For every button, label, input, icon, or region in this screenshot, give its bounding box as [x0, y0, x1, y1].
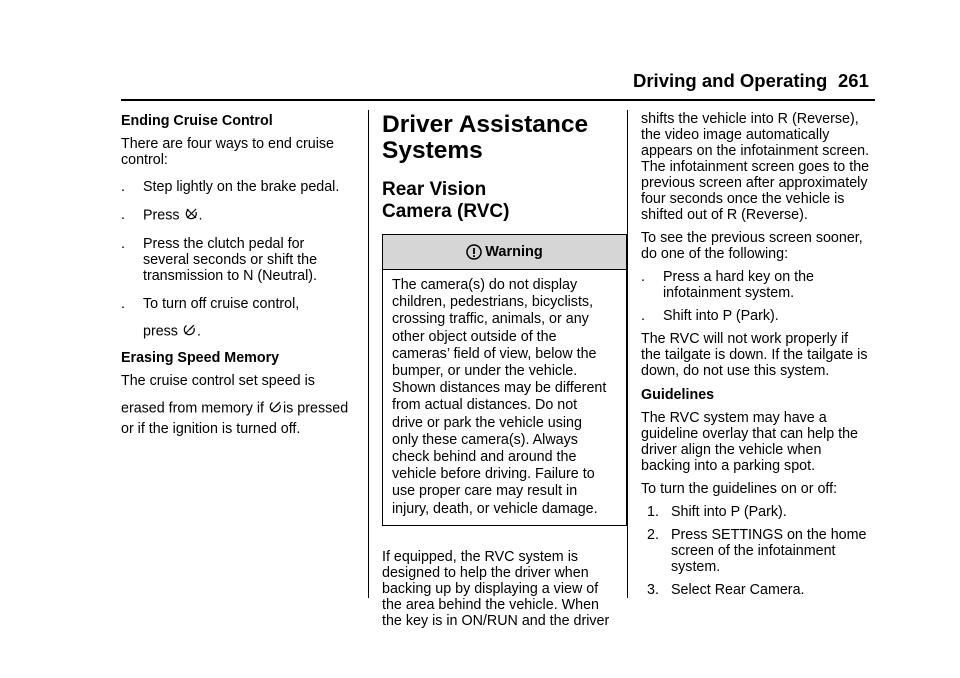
rvc-intro — [382, 549, 622, 629]
warning-line: children, pedestrians, bicyclists, — [392, 294, 594, 311]
section-title: Driving and Operating — [633, 70, 828, 91]
warning-line: drive or park the vehicle using — [392, 414, 582, 431]
warning-box — [382, 234, 627, 526]
list-item — [641, 527, 881, 575]
warning-line: Shown distances may be different — [392, 380, 607, 397]
bullet-text-end: . — [196, 323, 201, 340]
warning-line: use proper care may result in — [392, 483, 578, 500]
list-item — [121, 179, 361, 195]
text-line: driver align the vehicle when — [641, 442, 822, 458]
text-line: down, do not use this system. — [641, 363, 830, 379]
column-1 — [121, 113, 361, 437]
bullet-text: Press the clutch pedal for several seconds or shift the transmission to N (Neutral). — [143, 236, 318, 284]
text-line: If equipped, the RVC system is — [382, 548, 579, 565]
text-line: backing up by displaying a view of — [382, 580, 599, 597]
guidelines-heading: Guidelines — [641, 387, 715, 403]
column-3 — [641, 111, 881, 598]
list-item — [641, 308, 881, 324]
text-line: designed to help the driver when — [382, 564, 589, 581]
bullet-dot: . — [641, 269, 645, 285]
text-line: appears on the infotainment screen. — [641, 143, 870, 159]
warning-line: bumper, or under the vehicle. — [392, 363, 578, 380]
bullet-text: To turn off cruise control, — [143, 296, 300, 312]
page-heading: Driver Assistance — [382, 111, 589, 138]
list-item — [641, 269, 881, 301]
bullet-text: Step lightly on the brake pedal. — [143, 179, 340, 195]
page-number: 261 — [838, 70, 869, 91]
text-line: To see the previous screen sooner, — [641, 230, 863, 246]
list-item — [641, 504, 881, 520]
column-2 — [382, 112, 622, 629]
list-item — [121, 207, 361, 224]
warning-title: Warning — [485, 244, 543, 260]
cruise-onoff-icon — [183, 323, 196, 340]
step-number: 3. — [647, 582, 659, 598]
step-number: 2. — [647, 527, 659, 543]
text-line: Press SETTINGS on the home — [671, 527, 867, 543]
text-line: the area behind the vehicle. When — [382, 596, 599, 613]
text-line: The infotainment screen goes to the — [641, 159, 870, 175]
bullet-dot: . — [121, 207, 125, 223]
paragraph — [641, 230, 881, 262]
text-line: system. — [671, 559, 721, 575]
list-item — [121, 296, 361, 340]
ending-cruise-heading: Ending Cruise Control — [121, 113, 273, 129]
page-heading: Systems — [382, 137, 483, 164]
bullet-dot: . — [121, 236, 125, 252]
bullet-text-cont: press — [143, 323, 178, 340]
column-divider-right — [627, 110, 628, 598]
text-line: To turn the guidelines on or off: — [641, 481, 838, 497]
bullet-text: Press — [143, 207, 180, 224]
text-line: four seconds once the vehicle is — [641, 191, 845, 207]
text-line: guideline overlay that can help the — [641, 426, 858, 442]
cancel-cruise-icon — [185, 207, 198, 224]
erasing-line-end: is pressed — [283, 400, 349, 417]
text-line: previous screen after approximately — [641, 175, 868, 191]
bullet-dot: . — [641, 308, 645, 324]
text-line: The RVC system may have a — [641, 410, 827, 426]
warning-line: vehicle before driving. Failure to — [392, 466, 595, 483]
section-heading: Rear Vision — [382, 179, 487, 200]
warning-body — [383, 270, 626, 525]
cruise-onoff-icon — [269, 400, 282, 417]
erasing-speed-heading: Erasing Speed Memory — [121, 350, 280, 366]
erasing-line: erased from memory if — [121, 400, 265, 417]
text-line: The RVC will not work properly if — [641, 331, 849, 347]
text-line: the key is in ON/RUN and the driver — [382, 612, 610, 629]
text-line: screen of the infotainment — [671, 543, 836, 559]
text-line: the tailgate is down. If the tailgate is — [641, 347, 868, 363]
bullet-dot: . — [121, 296, 125, 312]
text-line: Press a hard key on the — [663, 269, 814, 285]
paragraph — [641, 410, 881, 474]
text-line: Shift into P (Park). — [663, 308, 779, 324]
text-line: Select Rear Camera. — [671, 582, 805, 598]
warning-icon — [466, 244, 482, 260]
warning-line: The camera(s) do not display — [392, 277, 578, 293]
ending-cruise-intro: There are four ways to end cruise control: — [121, 136, 334, 168]
bullet-dot: . — [121, 179, 125, 195]
header-rule — [121, 99, 875, 101]
text-line: backing into a parking spot. — [641, 458, 816, 474]
bullet-text-end: . — [198, 207, 203, 224]
warning-line: check behind and around the — [392, 449, 577, 466]
warning-line: injury, death, or vehicle damage. — [392, 500, 598, 517]
text-line: infotainment system. — [663, 285, 795, 301]
warning-line: cameras’ field of view, below the — [392, 345, 597, 362]
warning-line: other object outside of the — [392, 328, 557, 345]
erasing-line: The cruise control set speed is — [121, 373, 315, 389]
warning-line: only these camera(s). Always — [392, 431, 578, 448]
list-item — [121, 236, 353, 284]
step-number: 1. — [647, 504, 659, 520]
warning-header — [383, 235, 626, 270]
text-line: do one of the following: — [641, 246, 789, 262]
warning-line: crossing traffic, animals, or any — [392, 311, 589, 328]
text-line: Shift into P (Park). — [671, 504, 787, 520]
list-item — [641, 582, 881, 598]
text-line: the video image automatically — [641, 127, 830, 143]
text-line: shifted out of R (Reverse). — [641, 207, 808, 223]
text-line: shifts the vehicle into R (Reverse), — [641, 111, 859, 127]
paragraph — [641, 111, 881, 223]
column-divider-left — [368, 110, 369, 598]
paragraph — [641, 331, 881, 379]
warning-line: from actual distances. Do not — [392, 397, 578, 414]
section-heading: Camera (RVC) — [382, 201, 510, 222]
erasing-line: or if the ignition is turned off. — [121, 421, 301, 437]
